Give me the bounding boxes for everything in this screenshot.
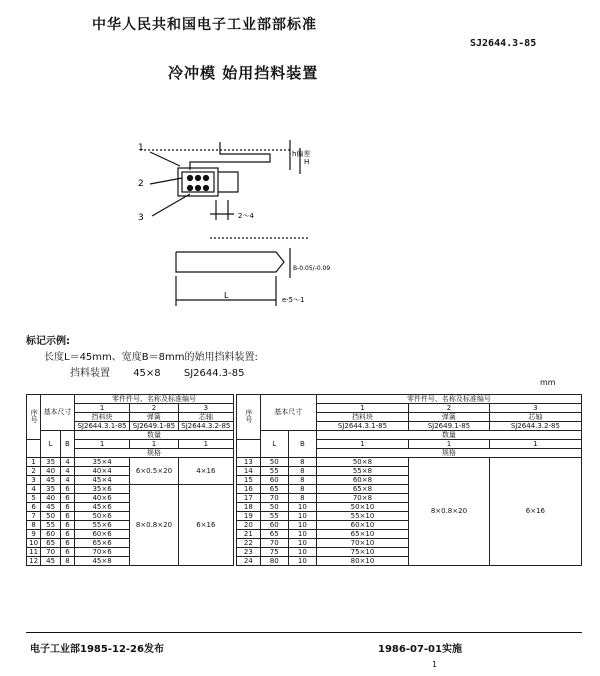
- row-L: 75: [260, 548, 288, 557]
- row-part3-spec: 4×16: [178, 458, 233, 485]
- part-no: 3: [178, 404, 233, 413]
- callout-3: 3: [138, 213, 144, 223]
- issuing-organization: 中华人民共和国电子工业部部标准: [92, 17, 317, 33]
- part-no: 2: [130, 404, 178, 413]
- table-row: [237, 458, 582, 467]
- table-row: [27, 485, 234, 494]
- row-L: 60: [260, 476, 288, 485]
- col-L-header: L: [41, 431, 61, 458]
- footer-divider: [26, 632, 582, 633]
- row-L: 70: [260, 539, 288, 548]
- spec-table-left: [26, 394, 234, 566]
- row-L: 55: [41, 521, 61, 530]
- row-B: 6: [60, 530, 74, 539]
- col-parts-header: 零件件号、名称及标准编号: [316, 395, 581, 404]
- row-part1-spec: 50×10: [316, 503, 408, 512]
- row-part1-spec: 55×10: [316, 512, 408, 521]
- block-tail: [218, 172, 238, 192]
- qty-value: 1: [74, 440, 129, 449]
- spec-table-right: [236, 394, 582, 566]
- row-L: 35: [41, 458, 61, 467]
- row-part1-spec: 45×4: [74, 476, 129, 485]
- row-B: 8: [60, 557, 74, 566]
- row-B: 10: [288, 512, 316, 521]
- spec-label: 规格: [316, 449, 581, 458]
- row-seq: 22: [237, 539, 261, 548]
- row-seq: 16: [237, 485, 261, 494]
- part-std: SJ2649.1-85: [409, 422, 490, 431]
- part-no: 3: [489, 404, 581, 413]
- row-part1-spec: 70×8: [316, 494, 408, 503]
- row-B: 6: [60, 503, 74, 512]
- row-L: 70: [260, 494, 288, 503]
- row-L: 55: [260, 512, 288, 521]
- row-L: 70: [41, 548, 61, 557]
- row-part1-spec: 45×6: [74, 503, 129, 512]
- row-seq: 6: [27, 503, 41, 512]
- col-base-header: 基本尺寸: [260, 395, 316, 431]
- row-B: 8: [288, 476, 316, 485]
- row-L: 35: [41, 485, 61, 494]
- row-B: 8: [288, 467, 316, 476]
- row-part3-spec: 6×16: [489, 458, 581, 566]
- row-seq: 18: [237, 503, 261, 512]
- row-part1-spec: 60×6: [74, 530, 129, 539]
- row-part1-spec: 60×8: [316, 476, 408, 485]
- part-name: 弹簧: [409, 413, 490, 422]
- col-B-header: B: [288, 431, 316, 458]
- part-no: 1: [74, 404, 129, 413]
- col-seq-header: 序号: [27, 395, 41, 440]
- marking-heading: 标记示例:: [26, 336, 70, 347]
- row-B: 6: [60, 548, 74, 557]
- row-B: 6: [60, 512, 74, 521]
- standard-number: SJ2644.3-85: [470, 38, 537, 49]
- row-part2-spec: 6×0.5×20: [130, 458, 178, 485]
- part-std: SJ2644.3.1-85: [74, 422, 129, 431]
- spec-label: 规格: [74, 449, 233, 458]
- part-std: SJ2644.3.2-85: [178, 422, 233, 431]
- row-seq: 24: [237, 557, 261, 566]
- row-seq: 4: [27, 485, 41, 494]
- stop-block-outline: [190, 142, 270, 170]
- row-L: 80: [260, 557, 288, 566]
- row-seq: 13: [237, 458, 261, 467]
- callout-leader-3: [152, 194, 190, 216]
- part-name: 弹簧: [130, 413, 178, 422]
- col-B-header: B: [60, 431, 74, 458]
- row-part1-spec: 35×4: [74, 458, 129, 467]
- marking-example: [70, 364, 264, 379]
- technical-drawing: [120, 130, 330, 310]
- example-std: SJ2644.3-85: [183, 368, 245, 379]
- row-L: 40: [41, 494, 61, 503]
- part-no: 2: [409, 404, 490, 413]
- row-L: 45: [41, 557, 61, 566]
- col-L-header: L: [260, 431, 288, 458]
- part-name: 挡料块: [316, 413, 408, 422]
- row-B: 8: [288, 458, 316, 467]
- row-L: 55: [260, 467, 288, 476]
- part-std: SJ2649.1-85: [130, 422, 178, 431]
- row-seq: 10: [27, 539, 41, 548]
- row-B: 10: [288, 503, 316, 512]
- row-B: 10: [288, 521, 316, 530]
- spring-coil: [196, 186, 201, 191]
- qty-label: 数量: [316, 431, 581, 440]
- row-part1-spec: 80×10: [316, 557, 408, 566]
- row-part1-spec: 50×8: [316, 458, 408, 467]
- seq-suffix: [237, 440, 261, 458]
- col-base-header: 基本尺寸: [41, 395, 75, 431]
- spring-coil: [204, 176, 209, 181]
- row-seq: 14: [237, 467, 261, 476]
- row-part1-spec: 45×8: [74, 557, 129, 566]
- row-part1-spec: 65×10: [316, 530, 408, 539]
- row-L: 50: [41, 512, 61, 521]
- spring-coil: [196, 176, 201, 181]
- row-B: 4: [60, 476, 74, 485]
- spring-coil: [188, 176, 193, 181]
- row-seq: 12: [27, 557, 41, 566]
- row-B: 10: [288, 548, 316, 557]
- row-part1-spec: 60×10: [316, 521, 408, 530]
- row-B: 10: [288, 557, 316, 566]
- part-name: 芯轴: [178, 413, 233, 422]
- spring-coil: [188, 186, 193, 191]
- row-seq: 1: [27, 458, 41, 467]
- row-seq: 15: [237, 476, 261, 485]
- part-name: 挡料块: [74, 413, 129, 422]
- col-seq-header: 序号: [237, 395, 261, 440]
- part-name: 芯轴: [489, 413, 581, 422]
- dim-tol-label: e·5～1: [282, 296, 305, 304]
- row-seq: 2: [27, 467, 41, 476]
- spring-coil: [204, 186, 209, 191]
- stop-block-side-view: [176, 252, 284, 272]
- row-seq: 17: [237, 494, 261, 503]
- row-part1-spec: 70×6: [74, 548, 129, 557]
- qty-label: 数量: [74, 431, 233, 440]
- part-std: SJ2644.3.2-85: [489, 422, 581, 431]
- row-L: 50: [260, 503, 288, 512]
- row-part1-spec: 50×6: [74, 512, 129, 521]
- dim-h-label: h偏差: [292, 150, 311, 158]
- row-part1-spec: 35×6: [74, 485, 129, 494]
- row-L: 40: [41, 467, 61, 476]
- row-L: 45: [41, 503, 61, 512]
- row-B: 10: [288, 539, 316, 548]
- marking-text: 长度L＝45mm、宽度B＝8mm的始用挡料装置:: [44, 352, 258, 363]
- row-B: 4: [60, 458, 74, 467]
- qty-value: 1: [178, 440, 233, 449]
- row-seq: 7: [27, 512, 41, 521]
- unit-label: mm: [540, 378, 556, 387]
- seq-suffix: [27, 440, 41, 458]
- qty-value: 1: [409, 440, 490, 449]
- row-part1-spec: 65×8: [316, 485, 408, 494]
- page-title: 冷冲模 始用挡料装置: [168, 64, 319, 82]
- row-part1-spec: 40×4: [74, 467, 129, 476]
- row-seq: 8: [27, 521, 41, 530]
- row-seq: 5: [27, 494, 41, 503]
- example-size: 45×8: [133, 368, 161, 379]
- dim-B-label: B-0.05/-0.09: [293, 265, 330, 272]
- dim-H-label: H: [304, 158, 310, 166]
- row-L: 65: [41, 539, 61, 548]
- row-seq: 20: [237, 521, 261, 530]
- row-part2-spec: 8×0.8×20: [130, 485, 178, 566]
- row-seq: 3: [27, 476, 41, 485]
- row-L: 50: [260, 458, 288, 467]
- dim-L-label: L: [224, 291, 229, 300]
- row-part2-spec: 8×0.8×20: [409, 458, 490, 566]
- dim-gap-label: 2～4: [238, 212, 254, 220]
- row-part1-spec: 75×10: [316, 548, 408, 557]
- page-number: 1: [432, 660, 438, 669]
- qty-value: 1: [130, 440, 178, 449]
- row-part1-spec: 70×10: [316, 539, 408, 548]
- row-B: 10: [288, 530, 316, 539]
- col-parts-header: 零件件号、名称及标准编号: [74, 395, 233, 404]
- row-B: 6: [60, 494, 74, 503]
- callout-1: 1: [138, 143, 144, 153]
- row-B: 6: [60, 485, 74, 494]
- row-L: 65: [260, 485, 288, 494]
- row-B: 6: [60, 539, 74, 548]
- callout-2: 2: [138, 179, 144, 189]
- row-L: 45: [41, 476, 61, 485]
- part-no: 1: [316, 404, 408, 413]
- row-part3-spec: 6×16: [178, 485, 233, 566]
- row-part1-spec: 40×6: [74, 494, 129, 503]
- row-part1-spec: 55×8: [316, 467, 408, 476]
- callout-leader-2: [150, 178, 182, 184]
- row-B: 6: [60, 521, 74, 530]
- row-seq: 21: [237, 530, 261, 539]
- row-seq: 11: [27, 548, 41, 557]
- row-seq: 23: [237, 548, 261, 557]
- row-part1-spec: 55×6: [74, 521, 129, 530]
- row-seq: 19: [237, 512, 261, 521]
- issue-date: 电子工业部1985-12-26发布: [30, 644, 164, 655]
- callout-leader-1: [150, 152, 180, 166]
- part-std: SJ2644.3.1-85: [316, 422, 408, 431]
- row-L: 65: [260, 530, 288, 539]
- example-name: 挡料装置: [70, 368, 110, 379]
- row-B: 8: [288, 494, 316, 503]
- row-B: 8: [288, 485, 316, 494]
- row-L: 60: [260, 521, 288, 530]
- row-seq: 9: [27, 530, 41, 539]
- row-part1-spec: 65×6: [74, 539, 129, 548]
- row-L: 60: [41, 530, 61, 539]
- effective-date: 1986-07-01实施: [378, 644, 462, 655]
- qty-value: 1: [316, 440, 408, 449]
- row-B: 4: [60, 467, 74, 476]
- table-row: [27, 458, 234, 467]
- qty-value: 1: [489, 440, 581, 449]
